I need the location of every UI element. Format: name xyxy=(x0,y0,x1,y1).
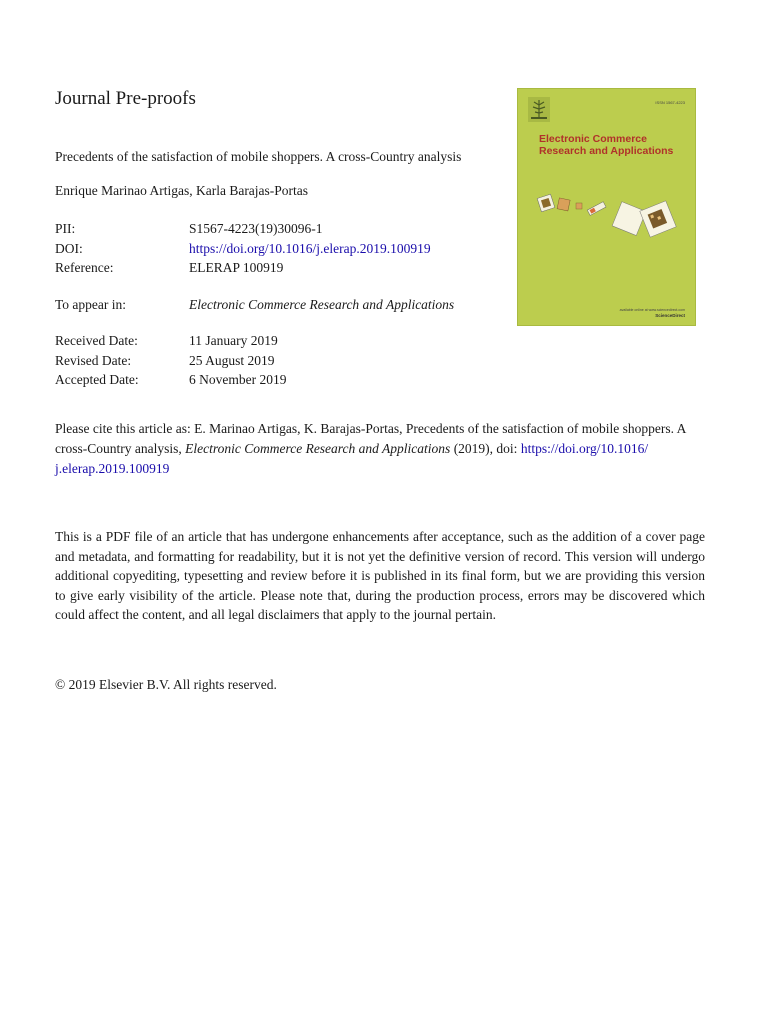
article-authors: Enrique Marinao Artigas, Karla Barajas-Portas xyxy=(55,183,309,198)
elsevier-logo-icon xyxy=(528,97,550,122)
pdf-disclaimer: This is a PDF file of an article that has undergone enhancements after acceptance, such as the addition of a cover page and metadata, and formatting for readability, but it is not yet the definitive version of record. This version will undergo additional copyediting, typesetting and review before it is published in its final form, but we are providing this version to give early visibility of the article. Please note that, during the production process, errors may be discovered which could affect the content, and all legal disclaimers that apply to the journal pertain. xyxy=(55,529,705,623)
accepted-date-label: Accepted Date: xyxy=(55,372,139,387)
citation-year-doi: (2019), doi: xyxy=(450,441,521,456)
cover-title xyxy=(539,133,673,157)
reference-label: Reference: xyxy=(55,260,114,275)
received-date-value: 11 January 2019 xyxy=(189,333,278,348)
cover-sciencedirect-brand: ScienceDirect xyxy=(655,313,685,318)
doi-label: DOI: xyxy=(55,241,83,256)
revised-date-label: Revised Date: xyxy=(55,353,132,368)
cover-issn: ISSN 1567-4223 xyxy=(655,100,685,105)
journal-pre-proofs-heading: Journal Pre-proofs xyxy=(55,88,196,109)
copyright-notice: © 2019 Elsevier B.V. All rights reserved. xyxy=(55,677,277,692)
pii-value: S1567-4223(19)30096-1 xyxy=(189,221,323,236)
revised-date-value: 25 August 2019 xyxy=(189,353,275,368)
doi-link[interactable]: https://doi.org/10.1016/j.elerap.2019.100919 xyxy=(189,241,431,256)
cover-title-line-1: Electronic Commerce xyxy=(539,133,647,145)
article-title: Precedents of the satisfaction of mobile shoppers. A cross-Country analysis xyxy=(55,149,462,164)
citation-doi-link[interactable]: https://doi.org/10.1016/ xyxy=(520,441,649,456)
citation-text: Please cite this article as: E. Marinao Artigas, K. Barajas-Portas, Precedents of the satisfaction of mobile shoppers. A cross-Country analysis, xyxy=(55,421,686,456)
reference-value: ELERAP 100919 xyxy=(189,260,284,275)
to-appear-in-journal: Electronic Commerce Research and Applications xyxy=(189,297,455,312)
citation-doi-link-continued[interactable]: j.elerap.2019.100919 xyxy=(55,461,170,476)
cover-sciencedirect-note: available online at www.sciencedirect.com xyxy=(619,308,685,312)
citation-journal: Electronic Commerce Research and Applications xyxy=(185,441,451,456)
pii-label: PII: xyxy=(55,221,76,236)
citation-paragraph xyxy=(55,419,705,479)
received-date-label: Received Date: xyxy=(55,333,138,348)
to-appear-in-label: To appear in: xyxy=(55,297,127,312)
cover-title-line-2: Research and Applications xyxy=(539,145,674,157)
journal-cover-image xyxy=(517,88,696,326)
cover-artwork xyxy=(530,189,690,259)
accepted-date-value: 6 November 2019 xyxy=(189,372,287,387)
